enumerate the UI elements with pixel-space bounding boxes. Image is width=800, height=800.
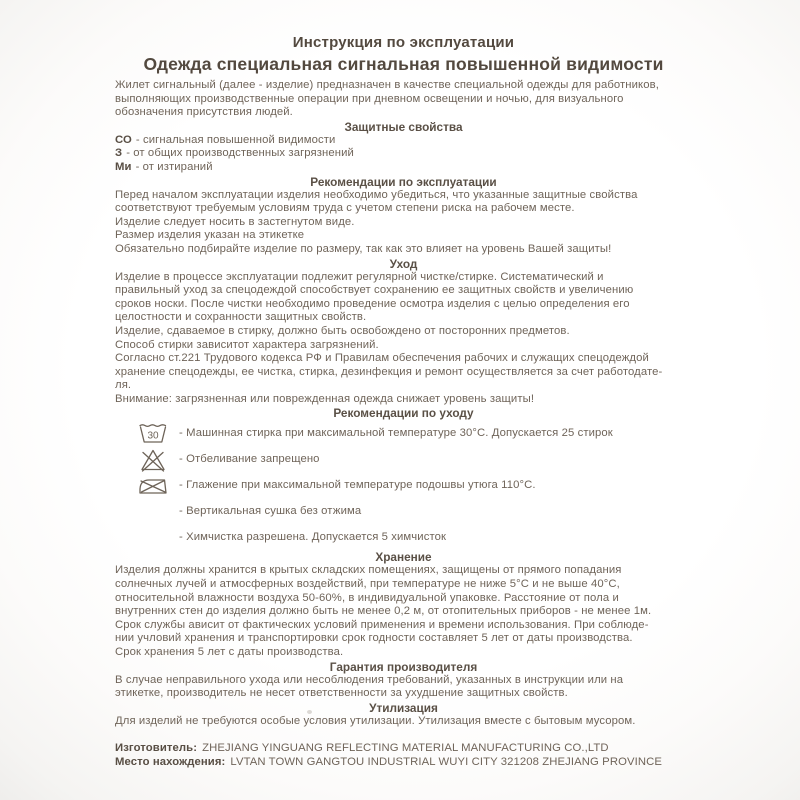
storage-line: солнечных лучей и атмосферных воздействий, при температуре не ниже 5°С и не выше 40°С, <box>115 578 620 591</box>
photo-speck <box>307 710 312 714</box>
care-line: целостности и сохранности защитных свойств. <box>115 311 367 324</box>
usage-line: Обязательно подбирайте изделие по размеру, так как это влияет на уровень Вашей защиты! <box>115 242 612 255</box>
care-line: правильный уход за спецодеждой способствует сохранению ее защитных свойств и увеличению <box>115 284 634 297</box>
manufacturer-line <box>115 742 692 756</box>
section-heading-storage: Хранение <box>375 550 432 565</box>
care-line: Внимание: загрязненная или поврежденная одежда снижает уровень защиты! <box>115 392 535 405</box>
usage-line: Перед началом эксплуатации изделия необходимо убедиться, что указанные защитные свойства <box>115 188 638 201</box>
section-heading-care-recs: Рекомендации по уходу <box>333 406 474 421</box>
page-subtitle: Одежда специальная сигнальная повышенной видимости <box>143 54 664 74</box>
care-rec-row-dry-cleaning <box>115 524 692 550</box>
no-bleach-icon <box>136 447 170 472</box>
protective-item <box>115 147 692 161</box>
intro-line: обозначения присутствия людей. <box>115 106 293 119</box>
care-rec-text: - Вертикальная сушка без отжима <box>179 504 362 517</box>
storage-line: Изделия должны хранится в крытых складских помещениях, защищены от прямого попадания <box>115 564 622 577</box>
care-rec-row-wash <box>115 420 692 446</box>
intro-line: Жилет сигнальный (далее - изделие) предназначен в качестве специальной одежды для работников, <box>115 79 659 91</box>
section-heading-disposal: Утилизация <box>369 700 438 715</box>
care-line: Изделие в процессе эксплуатации подлежит регулярной чистке/стирке. Систематический и <box>115 270 604 283</box>
usage-line: Размер изделия указан на этикетке <box>115 229 305 242</box>
care-rec-text: - Химчистка разрешена. Допускается 5 химчисток <box>179 530 447 543</box>
section-heading-usage: Рекомендации по эксплуатации <box>310 174 497 189</box>
manufacturer-location-line <box>115 756 692 770</box>
care-line: Способ стирки зависитот характера загрязнений. <box>115 338 379 351</box>
location-value: LVTAN TOWN GANGTOU INDUSTRIAL WUYI CITY 321208 ZHEJIANG PROVINCE <box>230 756 662 768</box>
storage-line: Срок хранения 5 лет с даты производства. <box>115 646 344 659</box>
warranty-line: В случае неправильного ухода или несоблюдения требований, указанных в инструкции или на <box>115 673 624 686</box>
care-line: ля. <box>115 379 132 392</box>
section-heading-care: Уход <box>389 256 418 271</box>
protective-desc: - сигнальная повышенной видимости <box>135 133 336 146</box>
wash-temp-label: 30 <box>147 430 159 442</box>
intro-line: выполняющих производственные операции при дневном освещении и ночью, для визуального <box>115 92 624 105</box>
care-line: хранение спецодежды, ее чистка, стирка, дезинфекция и ремонт осуществляется за счет работодате- <box>115 365 663 378</box>
protective-code: СО <box>115 133 132 146</box>
wash-30-icon <box>136 421 170 445</box>
iron-110-icon <box>136 474 170 496</box>
section-heading-protective: Защитные свойства <box>344 119 463 134</box>
disposal-line: Для изделий не требуются особые условия утилизации. Утилизация вместе с бытовым мусором. <box>115 714 636 727</box>
protective-code: Ми <box>115 160 132 173</box>
storage-line: нии учловий хранения и транспортировки срок годности составляет 5 лет от даты производства. <box>115 632 633 645</box>
care-line: Изделие, сдаваемое в стирку, должно быть освобождено от посторонних предметов. <box>115 324 570 337</box>
care-rec-row-bleach <box>115 446 692 472</box>
care-line: Согласно ст.221 Трудового кодекса РФ и Правилам обеспечения рабочих и служащих спецодеждой <box>115 352 649 365</box>
storage-line: внутренних стен до изделия должно быть не менее 0,2 м, от отопительных приборов - не менее 1м. <box>115 605 652 618</box>
protective-item <box>115 161 692 175</box>
location-label: Место нахождения: <box>115 756 226 768</box>
protective-code: З <box>115 147 123 160</box>
storage-line: Срок службы ависит от фактических условий применения и времени использования. При соблюде- <box>115 618 649 631</box>
care-rec-text: - Машинная стирка при максимальной температуре 30°С. Допускается 25 стирок <box>179 426 613 439</box>
care-line: сроков носки. После чистки необходимо проведение осмотра изделия с целью определения его <box>115 297 630 310</box>
warranty-line: этикетке, производитель не несет ответственности за ухудшение защитных свойств. <box>115 687 568 700</box>
storage-line: относительной влажности воздуха 50-60%, в индивидуальной упаковке. Расстояние от пола и <box>115 591 619 604</box>
usage-line: соответствуют требуемым условиям труда с учетом степени риска на рабочем месте. <box>115 202 575 215</box>
section-heading-warranty: Гарантия производителя <box>329 659 478 674</box>
care-rec-row-drying <box>115 498 692 524</box>
care-rec-text: - Глажение при максимальной температуре подошвы утюга 110°С. <box>179 478 536 491</box>
care-rec-row-iron <box>115 472 692 498</box>
usage-line: Изделие следует носить в застегнутом виде. <box>115 215 355 228</box>
protective-item <box>115 134 692 148</box>
care-rec-text: - Отбеливание запрещено <box>179 452 320 465</box>
protective-desc: - от изтираний <box>135 160 213 173</box>
protective-desc: - от общих производственных загрязнений <box>126 147 354 160</box>
page-title: Инструкция по эксплуатации <box>292 34 515 51</box>
manufacturer-block <box>115 742 692 769</box>
manufacturer-label: Изготовитель: <box>115 742 198 755</box>
manufacturer-value: ZHEJIANG YINGUANG REFLECTING MATERIAL MANUFACTURING CO.,LTD <box>202 742 609 755</box>
